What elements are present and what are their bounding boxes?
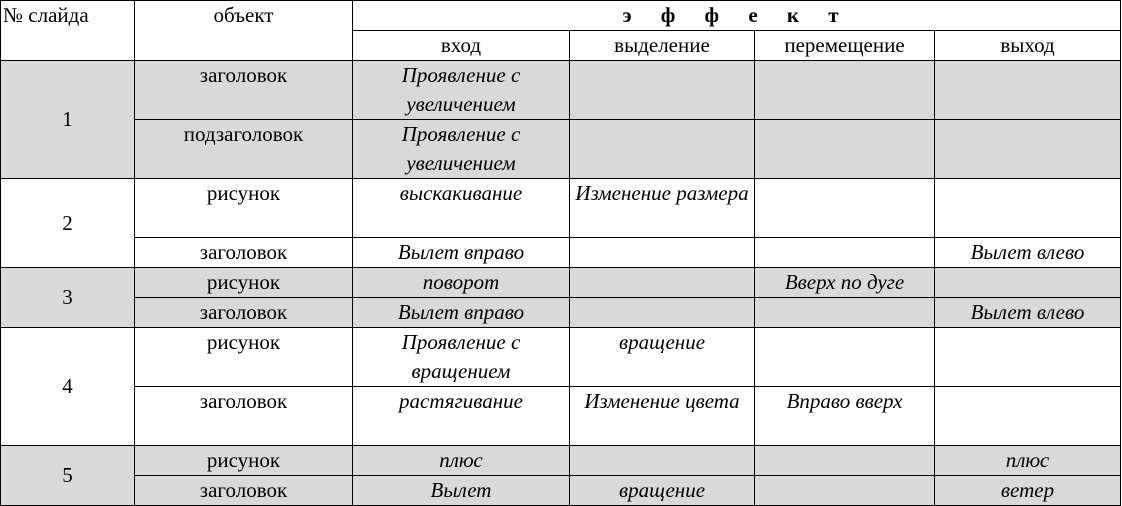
exit-cell	[935, 328, 1121, 387]
emphasis-cell	[570, 61, 755, 120]
emphasis-cell	[570, 268, 755, 298]
motion-cell	[755, 298, 935, 328]
object-cell: заголовок	[135, 61, 353, 120]
emphasis-cell	[570, 238, 755, 268]
exit-cell: ветер	[935, 476, 1121, 506]
table-row	[1, 61, 1121, 120]
motion-cell	[755, 476, 935, 506]
emphasis-cell	[570, 120, 755, 179]
entry-cell: Вылет	[353, 476, 570, 506]
emphasis-cell: Изменение размера	[570, 179, 755, 238]
entry-cell: Проявление с увеличением	[353, 120, 570, 179]
entry-cell: растягивание	[353, 387, 570, 446]
motion-cell	[755, 61, 935, 120]
table-row	[1, 179, 1121, 238]
entry-header: вход	[353, 31, 570, 61]
exit-cell	[935, 268, 1121, 298]
slide-number-cell: 2	[1, 179, 135, 268]
exit-cell	[935, 179, 1121, 238]
table-row	[1, 328, 1121, 387]
emphasis-cell: вращение	[570, 328, 755, 387]
emphasis-cell	[570, 446, 755, 476]
object-cell: заголовок	[135, 298, 353, 328]
motion-cell	[755, 120, 935, 179]
exit-cell: Вылет влево	[935, 238, 1121, 268]
object-header: объект	[135, 1, 353, 61]
emphasis-header: выделение	[570, 31, 755, 61]
motion-cell	[755, 328, 935, 387]
entry-cell: плюс	[353, 446, 570, 476]
exit-cell	[935, 387, 1121, 446]
exit-cell	[935, 61, 1121, 120]
slide-number-cell: 3	[1, 268, 135, 328]
table-row	[1, 446, 1121, 476]
table-row	[1, 268, 1121, 298]
table-row	[1, 120, 1121, 179]
table-row	[1, 238, 1121, 268]
object-cell: рисунок	[135, 179, 353, 238]
table-row	[1, 476, 1121, 506]
slide-number-cell: 1	[1, 61, 135, 179]
entry-cell: выскакивание	[353, 179, 570, 238]
exit-cell: Вылет влево	[935, 298, 1121, 328]
motion-cell	[755, 238, 935, 268]
object-cell: рисунок	[135, 328, 353, 387]
exit-cell	[935, 120, 1121, 179]
slide-number-cell: 4	[1, 328, 135, 446]
motion-cell: Вверх по дуге	[755, 268, 935, 298]
slide-number-cell: 5	[1, 446, 135, 506]
emphasis-cell: вращение	[570, 476, 755, 506]
motion-cell: Вправо вверх	[755, 387, 935, 446]
object-cell: подзаголовок	[135, 120, 353, 179]
object-cell: заголовок	[135, 238, 353, 268]
object-cell: заголовок	[135, 387, 353, 446]
entry-cell: Проявление с вращением	[353, 328, 570, 387]
entry-cell: поворот	[353, 268, 570, 298]
slide-number-header: № слайда	[1, 1, 135, 61]
entry-cell: Проявление с увеличением	[353, 61, 570, 120]
object-cell: рисунок	[135, 268, 353, 298]
object-cell: заголовок	[135, 476, 353, 506]
emphasis-cell: Изменение цвета	[570, 387, 755, 446]
header-row-top	[1, 1, 1121, 31]
motion-cell	[755, 179, 935, 238]
table-row	[1, 298, 1121, 328]
exit-cell: плюс	[935, 446, 1121, 476]
table-row	[1, 387, 1121, 446]
entry-cell: Вылет вправо	[353, 298, 570, 328]
object-cell: рисунок	[135, 446, 353, 476]
exit-header: выход	[935, 31, 1121, 61]
motion-cell	[755, 446, 935, 476]
motion-header: перемещение	[755, 31, 935, 61]
effect-header: э ф ф е к т	[353, 1, 1121, 31]
emphasis-cell	[570, 298, 755, 328]
entry-cell: Вылет вправо	[353, 238, 570, 268]
